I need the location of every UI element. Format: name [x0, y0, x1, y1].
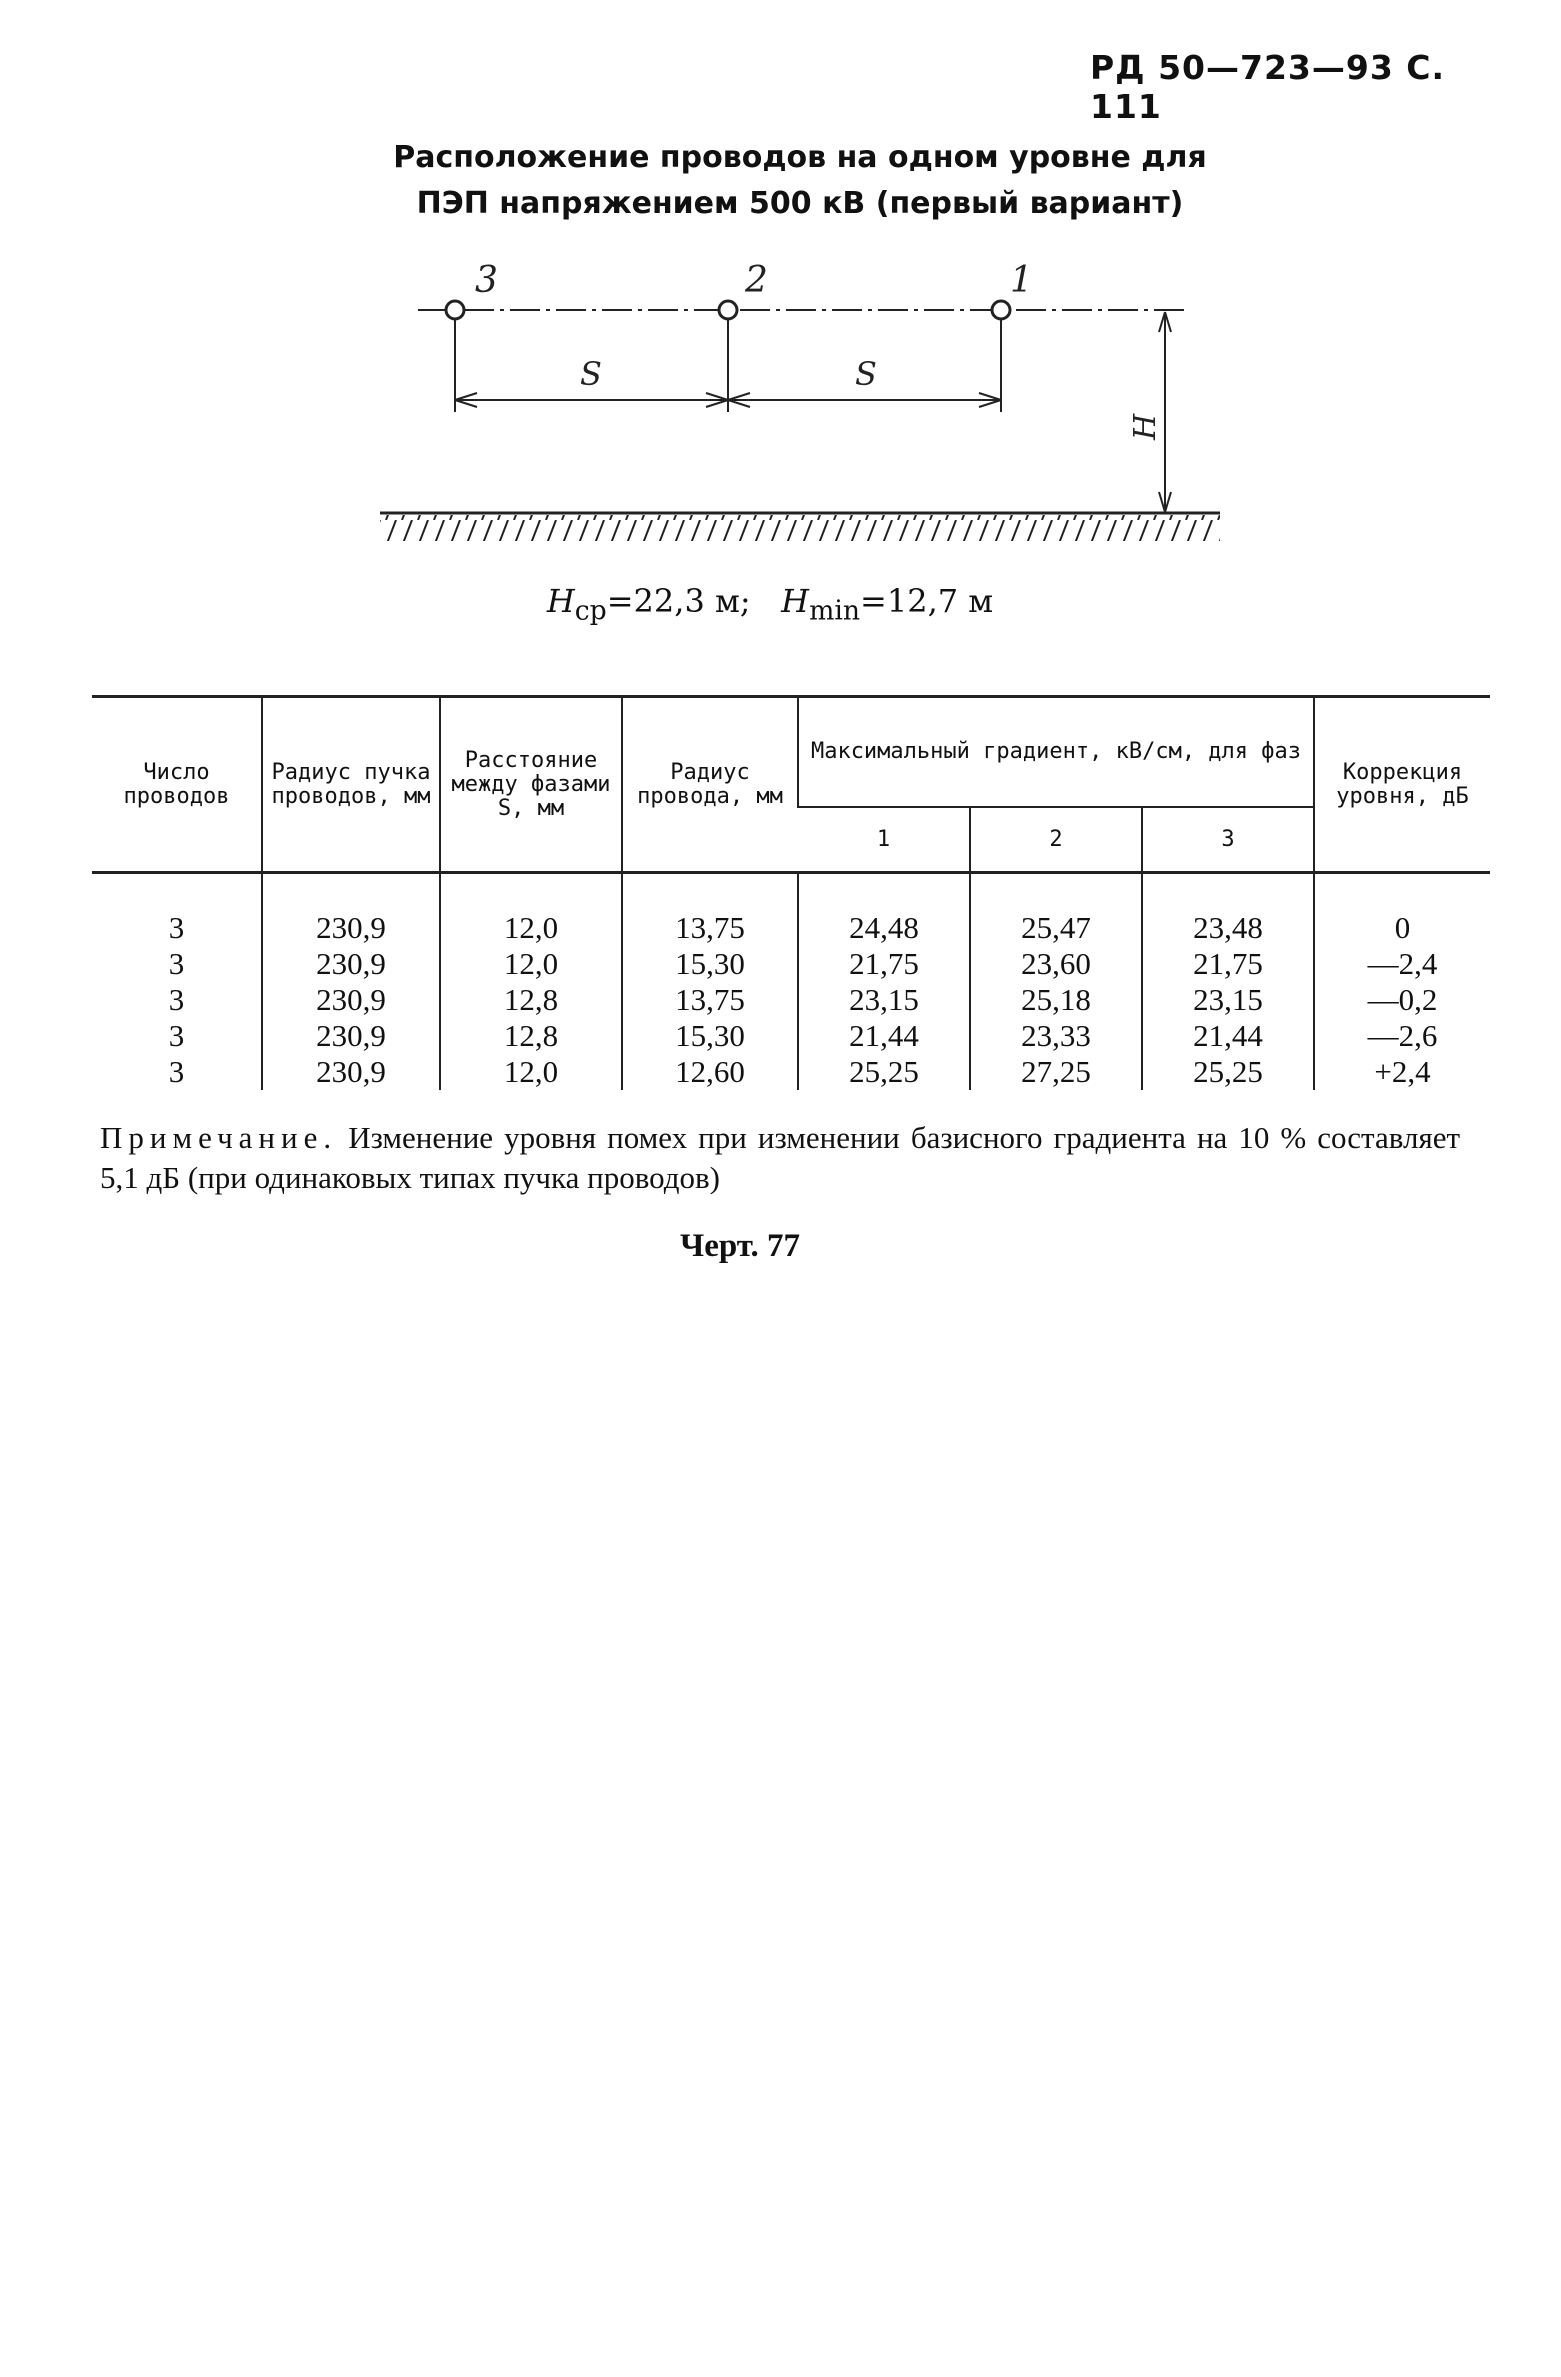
- cell-wire-radius: 15,30: [622, 1018, 798, 1054]
- spacing-label-right: S: [855, 355, 877, 393]
- gradient-table: [92, 695, 1490, 1090]
- cell-count: 3: [168, 1018, 185, 1053]
- cell-correction: —2,4: [1314, 946, 1490, 982]
- cell-gradient-phase-1: 21,44: [798, 1018, 970, 1054]
- h-avg-subscript: ср: [574, 595, 607, 627]
- h-min-subscript: min: [809, 595, 861, 627]
- table-row: [92, 1054, 1490, 1090]
- cell-correction: 0: [1314, 873, 1490, 947]
- spacing-label-left: S: [580, 355, 602, 393]
- conductor-3: [446, 301, 464, 319]
- h-min-symbol: H: [781, 582, 810, 620]
- page-reference: РД 50—723—93 С. 111: [1090, 48, 1446, 126]
- header-wire-count: Число проводов: [92, 697, 262, 873]
- cell-bundle-radius: 230,9: [262, 1018, 440, 1054]
- cell-gradient-phase-2: 25,47: [970, 873, 1142, 947]
- cell-wire-radius: 13,75: [622, 982, 798, 1018]
- phase-label-1: 1: [1010, 260, 1033, 301]
- cell-count: 3: [168, 946, 185, 981]
- cell-phase-spacing: 12,0: [440, 1054, 622, 1090]
- cell-gradient-phase-2: 23,60: [970, 946, 1142, 982]
- cell-phase-spacing: 12,8: [440, 982, 622, 1018]
- figure-title-line-1: Расположение проводов на одном уровне для: [393, 140, 1207, 175]
- header-wire-radius: Радиус провода, мм: [622, 697, 798, 873]
- conductor-2: [719, 301, 737, 319]
- cell-gradient-phase-3: 21,75: [1142, 946, 1314, 982]
- cell-phase-spacing: 12,0: [440, 946, 622, 982]
- cell-gradient-phase-3: 25,25: [1142, 1054, 1314, 1090]
- header-bundle-radius: Радиус пучка проводов, мм: [262, 697, 440, 873]
- ground-hatching: [380, 515, 1220, 541]
- cell-count: 3: [168, 910, 185, 945]
- phase-label-3: 3: [475, 260, 498, 301]
- cell-gradient-phase-2: 27,25: [970, 1054, 1142, 1090]
- cell-gradient-phase-3: 23,48: [1142, 873, 1314, 947]
- header-max-gradient: Максимальный градиент, кВ/см, для фаз: [798, 697, 1314, 808]
- cell-count: 3: [168, 982, 185, 1017]
- cell-bundle-radius: 230,9: [262, 1054, 440, 1090]
- note: [100, 1118, 1460, 1198]
- cell-phase-spacing: 12,0: [440, 873, 622, 947]
- h-avg-value: =22,3 м;: [606, 582, 751, 620]
- cell-gradient-phase-3: 21,44: [1142, 1018, 1314, 1054]
- h-min-value: =12,7 м: [860, 582, 994, 620]
- cell-correction: +2,4: [1314, 1054, 1490, 1090]
- table-row: [92, 1018, 1490, 1054]
- figure-title: [300, 135, 1300, 227]
- conductor-1: [992, 301, 1010, 319]
- arrowhead: [455, 393, 477, 407]
- arrowhead: [1159, 492, 1171, 512]
- cell-wire-radius: 13,75: [622, 873, 798, 947]
- cell-bundle-radius: 230,9: [262, 946, 440, 982]
- cell-bundle-radius: 230,9: [262, 873, 440, 947]
- table-row: [92, 873, 1490, 947]
- cell-phase-spacing: 12,8: [440, 1018, 622, 1054]
- h-avg-symbol: H: [546, 582, 575, 620]
- arrowhead: [979, 393, 1001, 407]
- cell-gradient-phase-1: 21,75: [798, 946, 970, 982]
- cell-gradient-phase-2: 25,18: [970, 982, 1142, 1018]
- header-phase-spacing: Расстояние между фазами S, мм: [440, 697, 622, 873]
- cell-gradient-phase-3: 23,15: [1142, 982, 1314, 1018]
- table-row: [92, 982, 1490, 1018]
- figure-title-line-2: ПЭП напряжением 500 кВ (первый вариант): [416, 186, 1184, 221]
- cell-bundle-radius: 230,9: [262, 982, 440, 1018]
- cell-gradient-phase-2: 23,33: [970, 1018, 1142, 1054]
- cell-correction: —2,6: [1314, 1018, 1490, 1054]
- height-values: [420, 582, 1120, 626]
- figure-caption: Черт. 77: [680, 1228, 801, 1264]
- header-phase-2: 2: [970, 807, 1142, 873]
- cell-gradient-phase-1: 25,25: [798, 1054, 970, 1090]
- cell-gradient-phase-1: 24,48: [798, 873, 970, 947]
- phase-label-2: 2: [745, 260, 768, 301]
- cell-wire-radius: 15,30: [622, 946, 798, 982]
- header-level-correction: Коррекция уровня, дБ: [1314, 697, 1490, 873]
- cell-wire-radius: 12,60: [622, 1054, 798, 1090]
- note-text: Изменение уровня помех при изменении базисного градиента на 10 % составляет 5,1 дБ (при одинаковых типах пучка проводов): [100, 1120, 1461, 1195]
- cell-gradient-phase-1: 23,15: [798, 982, 970, 1018]
- table-row: [92, 946, 1490, 982]
- header-phase-3: 3: [1142, 807, 1314, 873]
- height-label: H: [1128, 413, 1163, 440]
- cell-count: 3: [168, 1054, 185, 1089]
- note-label: Примечание.: [100, 1120, 338, 1155]
- header-phase-1: 1: [798, 807, 970, 873]
- arrowhead: [1159, 312, 1171, 332]
- cell-correction: —0,2: [1314, 982, 1490, 1018]
- arrowhead: [706, 393, 750, 407]
